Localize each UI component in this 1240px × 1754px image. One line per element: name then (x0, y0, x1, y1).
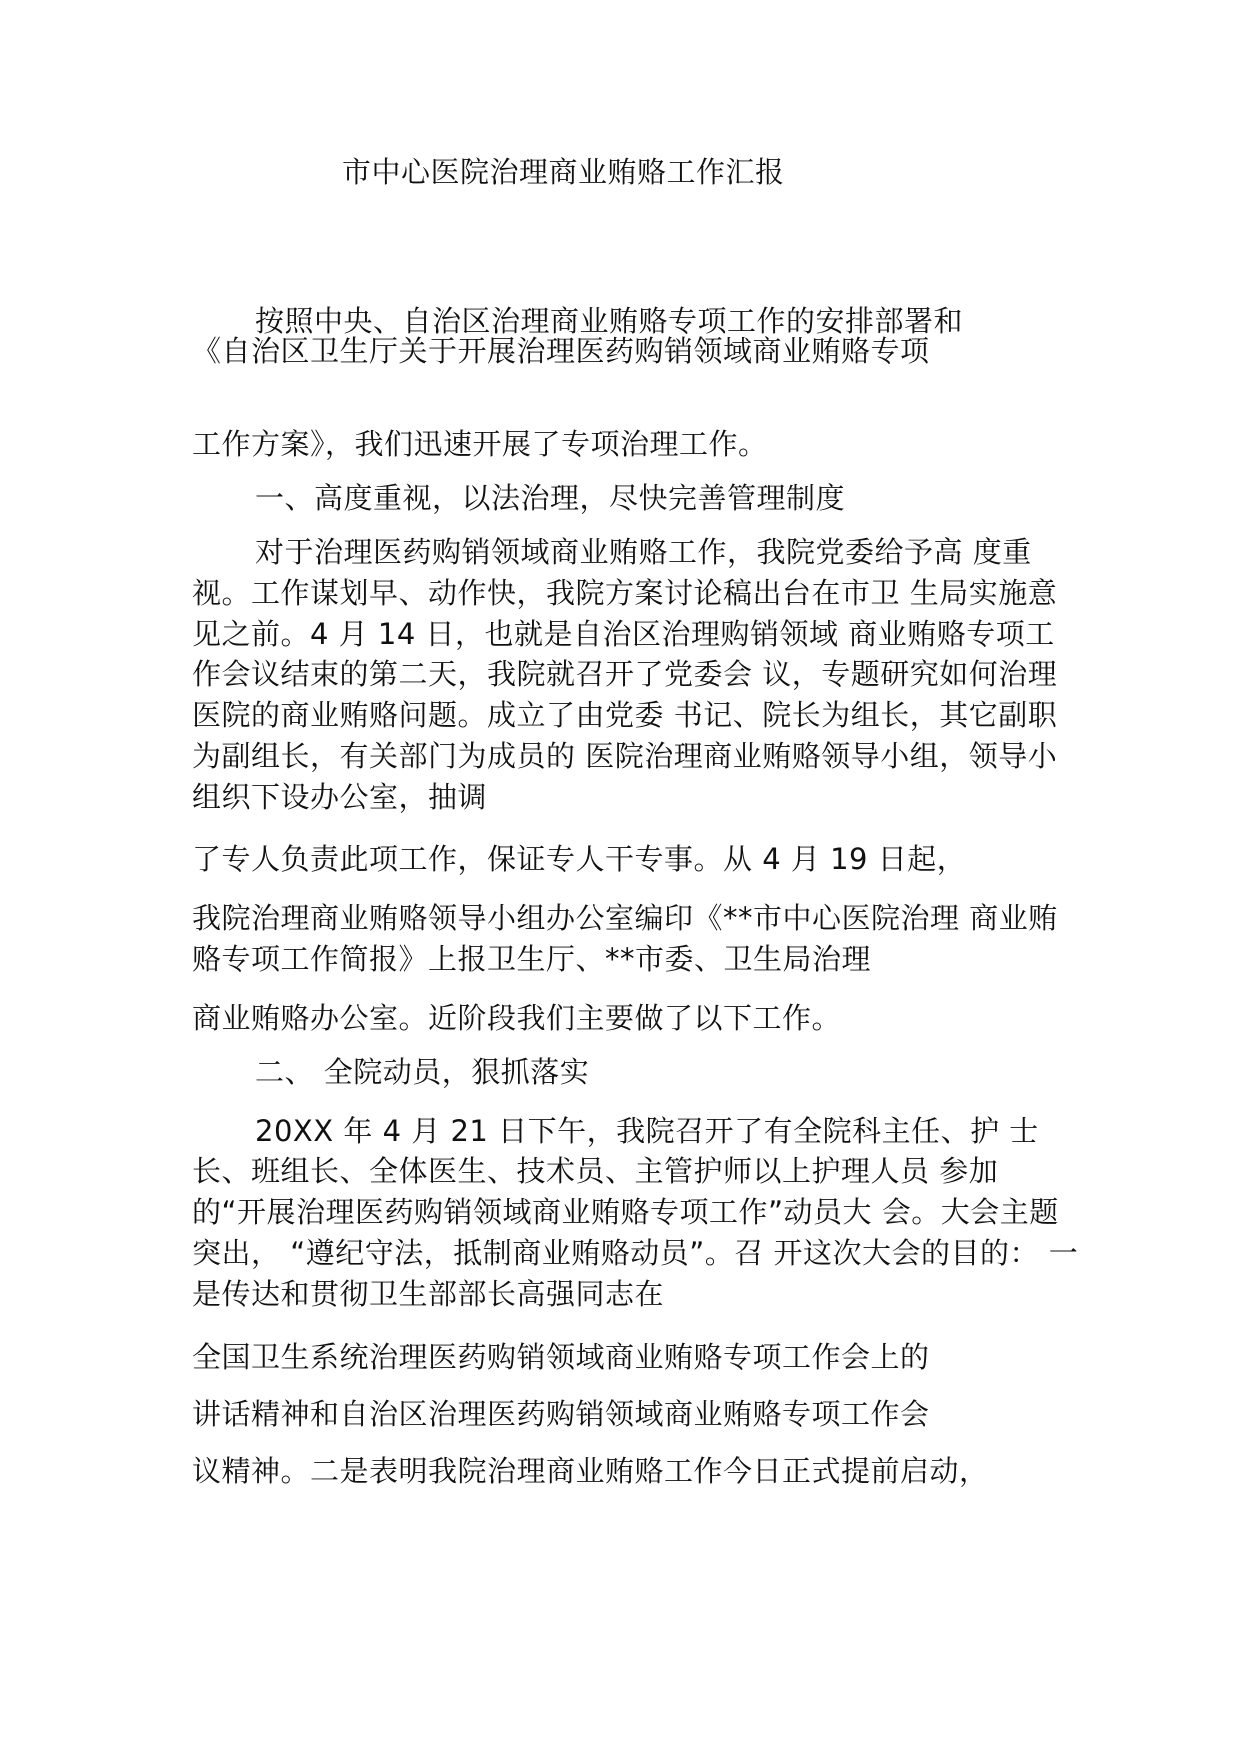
paragraph-line: 了专人负责此项工作，保证专人干专事。从 4 月 19 日起， (192, 842, 967, 876)
paragraph-line: 的“开展治理医药购销领域商业贿赂专项工作”动员大 会。大会主题 (192, 1195, 1059, 1229)
paragraph-line: 突出， “遵纪守法，抵制商业贿赂动员”。召 开这次大会的目的： 一 (192, 1236, 1079, 1270)
paragraph-line: 按照中央、自治区治理商业贿赂专项工作的安排部署和 (255, 304, 964, 338)
paragraph-line: 见之前。4 月 14 日，也就是自治区治理购销领域 商业贿赂专项工 (192, 617, 1055, 651)
paragraph-line: 商业贿赂办公室。近阶段我们主要做了以下工作。 (192, 1001, 842, 1035)
paragraph-line: 全国卫生系统治理医药购销领域商业贿赂专项工作会上的 (192, 1340, 930, 1374)
paragraph-line: 对于治理医药购销领域商业贿赂工作，我院党委给予高 度重 (255, 535, 1032, 569)
paragraph-line: 组织下设办公室，抽调 (192, 780, 488, 814)
paragraph-line: 讲话精神和自治区治理医药购销领域商业贿赂专项工作会 (192, 1397, 930, 1431)
section-heading: 一、高度重视，以法治理，尽快完善管理制度 (255, 481, 846, 515)
paragraph-line: 赂专项工作简报》上报卫生厅、**市委、卫生局治理 (192, 942, 872, 976)
paragraph-line: 作会议结束的第二天，我院就召开了党委会 议，专题研究如何治理 (192, 657, 1058, 691)
paragraph-line: 20XX 年 4 月 21 日下午，我院召开了有全院科主任、护 士 (255, 1114, 1039, 1148)
document-title: 市中心医院治理商业贿赂工作汇报 (342, 155, 785, 189)
paragraph-line: 为副组长，有关部门为成员的 医院治理商业贿赂领导小组，领导小 (192, 739, 1058, 773)
paragraph-line: 议精神。二是表明我院治理商业贿赂工作今日正式提前启动， (192, 1454, 989, 1488)
section-heading: 二、 全院动员，狠抓落实 (255, 1055, 590, 1089)
paragraph-line: 《自治区卫生厅关于开展治理医药购销领域商业贿赂专项 (192, 334, 930, 368)
paragraph-line: 长、班组长、全体医生、技术员、主管护师以上护理人员 参加 (192, 1154, 999, 1188)
paragraph-line: 工作方案》，我们迅速开展了专项治理工作。 (192, 427, 768, 461)
paragraph-line: 是传达和贯彻卫生部部长高强同志在 (192, 1277, 665, 1311)
paragraph-line: 视。工作谋划早、动作快，我院方案讨论稿出台在市卫 生局实施意 (192, 576, 1058, 610)
paragraph-line: 我院治理商业贿赂领导小组办公室编印《**市中心医院治理 商业贿 (192, 901, 1058, 935)
paragraph-line: 医院的商业贿赂问题。成立了由党委 书记、院长为组长，其它副职 (192, 698, 1058, 732)
